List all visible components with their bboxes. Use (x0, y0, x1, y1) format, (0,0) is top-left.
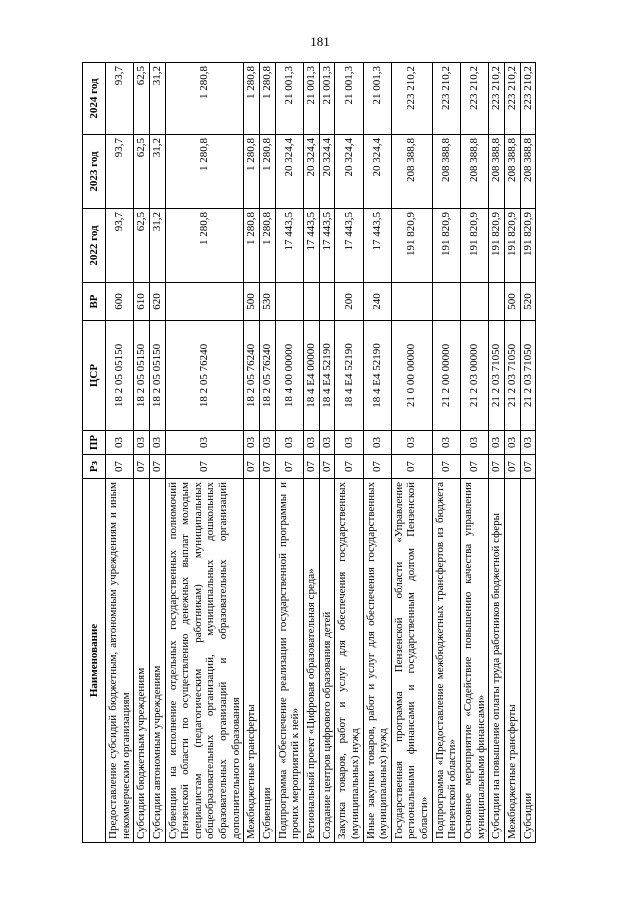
cell-2023: 208 388,8 (489, 135, 505, 209)
cell-2024: 21 001,3 (363, 63, 391, 135)
cell-2023: 62,5 (134, 135, 150, 209)
cell-vr: 200 (335, 283, 363, 321)
cell-2023: 20 324,4 (335, 135, 363, 209)
cell-name: Иные закупки товаров, работ и услуг для обеспечения государственных (муниципальных) нужд (363, 479, 391, 843)
cell-name: Государственная программа Пензенской области «Управление региональными финансами и государственным долгом Пензенской области» (391, 479, 432, 843)
cell-pr: 03 (489, 431, 505, 455)
cell-name: Региональный проект «Цифровая образовательная среда» (303, 479, 319, 843)
rotated-table-wrapper (82, 63, 566, 843)
table-row (520, 63, 536, 843)
cell-csr: 18 4 E4 00000 (303, 321, 319, 431)
cell-vr: 600 (106, 283, 134, 321)
table-row (432, 63, 460, 843)
header-rz: Рз (83, 455, 106, 479)
cell-2023: 20 324,4 (363, 135, 391, 209)
cell-2022: 1 280,8 (244, 209, 260, 283)
table-row (504, 63, 520, 843)
cell-rz: 07 (165, 455, 244, 479)
table-row (149, 63, 165, 843)
cell-2024: 223 210,2 (391, 63, 432, 135)
cell-2023: 93,7 (106, 135, 134, 209)
cell-2022: 191 820,9 (489, 209, 505, 283)
cell-2022: 93,7 (106, 209, 134, 283)
cell-name: Закупка товаров, работ и услуг для обеспечения государственных (муниципальных) нужд (335, 479, 363, 843)
cell-2024: 223 210,2 (504, 63, 520, 135)
cell-csr: 18 2 05 76240 (244, 321, 260, 431)
cell-2024: 1 280,8 (260, 63, 276, 135)
cell-2023: 20 324,4 (319, 135, 335, 209)
cell-name: Создание центров цифрового образования детей (319, 479, 335, 843)
cell-2024: 21 001,3 (319, 63, 335, 135)
cell-2024: 223 210,2 (432, 63, 460, 135)
cell-name: Субсидии бюджетным учреждениям (134, 479, 150, 843)
cell-2022: 17 443,5 (363, 209, 391, 283)
cell-name: Предоставление субсидий бюджетным, автономным учреждениям и иным некоммерческим организациям (106, 479, 134, 843)
header-2022: 2022 год (83, 209, 106, 283)
page-number: 181 (310, 34, 330, 49)
cell-vr (489, 283, 505, 321)
cell-csr: 21 2 03 71050 (504, 321, 520, 431)
cell-name: Межбюджетные трансферты (244, 479, 260, 843)
cell-pr: 03 (461, 431, 489, 455)
cell-2022: 191 820,9 (391, 209, 432, 283)
cell-2023: 1 280,8 (165, 135, 244, 209)
cell-2023: 20 324,4 (275, 135, 303, 209)
header-name: Наименование (83, 479, 106, 843)
cell-rz: 07 (489, 455, 505, 479)
cell-pr: 03 (335, 431, 363, 455)
cell-vr (303, 283, 319, 321)
cell-rz: 07 (504, 455, 520, 479)
header-2023: 2023 год (83, 135, 106, 209)
header-vr: ВР (83, 283, 106, 321)
cell-csr: 21 2 03 71050 (520, 321, 536, 431)
cell-name: Субсидии на повышение оплаты труда работников бюджетной сферы (489, 479, 505, 843)
cell-pr: 03 (260, 431, 276, 455)
cell-2022: 1 280,8 (260, 209, 276, 283)
table-row (461, 63, 489, 843)
cell-2024: 21 001,3 (335, 63, 363, 135)
cell-name: Субвенции (260, 479, 276, 843)
cell-2022: 191 820,9 (432, 209, 460, 283)
cell-name: Субсидии (520, 479, 536, 843)
cell-2022: 1 280,8 (165, 209, 244, 283)
rotated-page-area (82, 63, 566, 843)
cell-2022: 191 820,9 (520, 209, 536, 283)
cell-2022: 17 443,5 (303, 209, 319, 283)
cell-2024: 62,5 (134, 63, 150, 135)
cell-2022: 62,5 (134, 209, 150, 283)
cell-name: Основное мероприятие «Содействие повышению качества управления муниципальными финансами» (461, 479, 489, 843)
cell-2023: 1 280,8 (244, 135, 260, 209)
cell-pr: 03 (432, 431, 460, 455)
table-row (391, 63, 432, 843)
table-body (106, 63, 536, 843)
cell-csr: 21 2 03 00000 (461, 321, 489, 431)
cell-rz: 07 (260, 455, 276, 479)
cell-2023: 31,2 (149, 135, 165, 209)
cell-vr (432, 283, 460, 321)
cell-csr: 18 2 05 76240 (165, 321, 244, 431)
table-header-row (83, 63, 106, 843)
table-row (319, 63, 335, 843)
cell-name: Субвенции на исполнение отдельных государственных полномочий Пензенской области по осуществлению денежных выплат молодым специалистам (педагогическим работникам) муниципальных общеобразовательных организаций, муниципальных дошкольных образовательных организаций и образовательных организаций дополнительного образования (165, 479, 244, 843)
cell-csr: 18 2 05 76240 (260, 321, 276, 431)
cell-2024: 1 280,8 (244, 63, 260, 135)
cell-vr: 610 (134, 283, 150, 321)
cell-rz: 07 (363, 455, 391, 479)
cell-pr: 03 (244, 431, 260, 455)
cell-2022: 17 443,5 (335, 209, 363, 283)
cell-rz: 07 (461, 455, 489, 479)
cell-pr: 03 (275, 431, 303, 455)
cell-csr: 18 2 05 05150 (134, 321, 150, 431)
budget-table (82, 62, 536, 843)
cell-2024: 21 001,3 (275, 63, 303, 135)
cell-name: Подпрограмма «Обеспечение реализации государственной программы и прочих мероприятий к ней» (275, 479, 303, 843)
table-row (303, 63, 319, 843)
cell-pr: 03 (134, 431, 150, 455)
cell-csr: 18 4 E4 52190 (363, 321, 391, 431)
header-pr: ПР (83, 431, 106, 455)
cell-2023: 20 324,4 (303, 135, 319, 209)
table-row (260, 63, 276, 843)
cell-vr (461, 283, 489, 321)
table-row (335, 63, 363, 843)
cell-2024: 223 210,2 (461, 63, 489, 135)
cell-rz: 07 (149, 455, 165, 479)
table-row (275, 63, 303, 843)
cell-vr: 500 (504, 283, 520, 321)
cell-pr: 03 (391, 431, 432, 455)
cell-pr: 03 (303, 431, 319, 455)
header-2024: 2024 год (83, 63, 106, 135)
table-row (489, 63, 505, 843)
cell-vr (165, 283, 244, 321)
cell-name: Субсидии автономным учреждениям (149, 479, 165, 843)
cell-2024: 31,2 (149, 63, 165, 135)
cell-vr (275, 283, 303, 321)
cell-2022: 17 443,5 (319, 209, 335, 283)
cell-2024: 223 210,2 (489, 63, 505, 135)
cell-vr: 620 (149, 283, 165, 321)
cell-rz: 07 (303, 455, 319, 479)
cell-pr: 03 (319, 431, 335, 455)
cell-2023: 208 388,8 (520, 135, 536, 209)
cell-vr: 240 (363, 283, 391, 321)
table-row (106, 63, 134, 843)
cell-csr: 21 2 03 71050 (489, 321, 505, 431)
cell-rz: 07 (134, 455, 150, 479)
cell-csr: 18 2 05 05150 (106, 321, 134, 431)
cell-vr (319, 283, 335, 321)
cell-vr: 530 (260, 283, 276, 321)
cell-rz: 07 (432, 455, 460, 479)
cell-csr: 21 2 00 00000 (432, 321, 460, 431)
cell-pr: 03 (106, 431, 134, 455)
cell-vr (391, 283, 432, 321)
cell-name: Межбюджетные трансферты (504, 479, 520, 843)
cell-csr: 21 0 00 00000 (391, 321, 432, 431)
cell-rz: 07 (275, 455, 303, 479)
cell-2024: 21 001,3 (303, 63, 319, 135)
table-row (363, 63, 391, 843)
cell-csr: 18 4 00 00000 (275, 321, 303, 431)
table-row (165, 63, 244, 843)
cell-2023: 208 388,8 (461, 135, 489, 209)
cell-pr: 03 (165, 431, 244, 455)
cell-2022: 31,2 (149, 209, 165, 283)
cell-pr: 03 (363, 431, 391, 455)
cell-2022: 191 820,9 (504, 209, 520, 283)
cell-2022: 17 443,5 (275, 209, 303, 283)
header-csr: ЦСР (83, 321, 106, 431)
cell-vr: 520 (520, 283, 536, 321)
cell-2023: 208 388,8 (391, 135, 432, 209)
cell-rz: 07 (520, 455, 536, 479)
cell-2022: 191 820,9 (461, 209, 489, 283)
cell-csr: 18 4 E4 52190 (335, 321, 363, 431)
cell-csr: 18 4 E4 52190 (319, 321, 335, 431)
cell-vr: 500 (244, 283, 260, 321)
cell-2024: 93,7 (106, 63, 134, 135)
cell-2023: 208 388,8 (432, 135, 460, 209)
table-row (134, 63, 150, 843)
cell-pr: 03 (520, 431, 536, 455)
cell-rz: 07 (319, 455, 335, 479)
cell-2023: 208 388,8 (504, 135, 520, 209)
cell-name: Подпрограмма «Предоставление межбюджетных трансфертов из бюджета Пензенской области» (432, 479, 460, 843)
cell-2024: 223 210,2 (520, 63, 536, 135)
cell-rz: 07 (244, 455, 260, 479)
cell-rz: 07 (335, 455, 363, 479)
cell-2024: 1 280,8 (165, 63, 244, 135)
cell-2023: 1 280,8 (260, 135, 276, 209)
cell-rz: 07 (106, 455, 134, 479)
cell-csr: 18 2 05 05150 (149, 321, 165, 431)
table-row (244, 63, 260, 843)
cell-pr: 03 (149, 431, 165, 455)
cell-rz: 07 (391, 455, 432, 479)
cell-pr: 03 (504, 431, 520, 455)
